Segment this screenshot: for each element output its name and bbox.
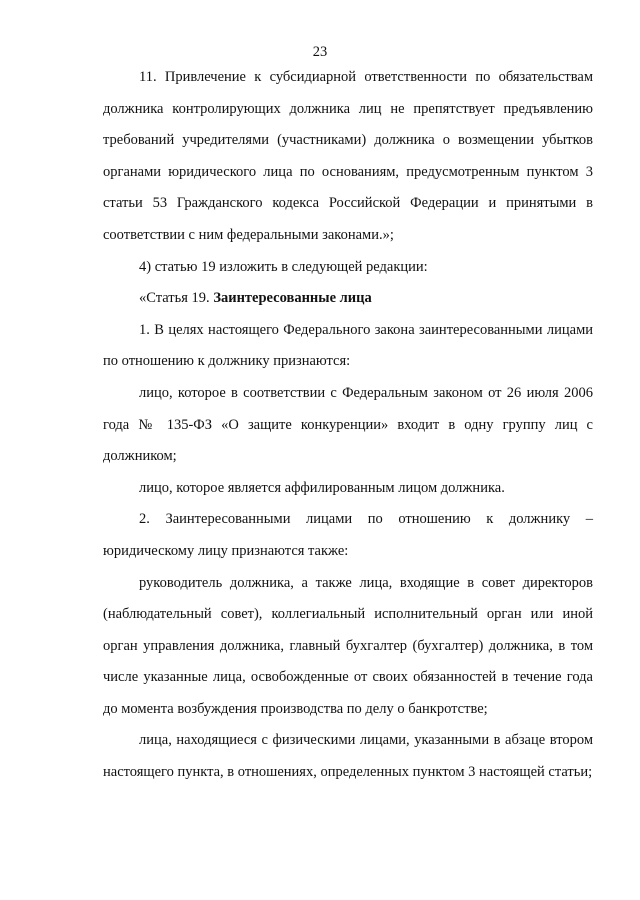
paragraph-amendment-item-4: 4) статью 19 изложить в следующей редакции: (139, 258, 428, 275)
page-number: 23 (312, 44, 328, 60)
article-heading-title: Заинтересованные лица (213, 290, 372, 307)
paragraph-related-individuals: лица, находящиеся с физическими лицами, указанными в абзаце втором настоящего пункта, в отношениях, определенных пунктом 3 настоящей статьи; (103, 732, 593, 781)
article-heading-prefix: «Статья 19. (139, 290, 210, 307)
paragraph-affiliated-person: лицо, которое является аффилированным лицом должника. (139, 479, 505, 496)
paragraph-group-of-persons: лицо, которое в соответствии с Федеральным законом от 26 июля 2006 года № 135-ФЗ «О защите конкуренции» входит в одну группу лиц с должником; (103, 384, 593, 465)
paragraph-point-1: 1. В целях настоящего Федерального закона заинтересованными лицами по отношению к должнику признаются: (103, 321, 593, 370)
paragraph-clause-11: 11. Привлечение к субсидиарной ответственности по обязательствам должника контролирующих должника лиц не препятствует предъявлению требований учредителями (участниками) должника о возмещении убытков органами юридического лица по основаниям, предусмотренным пунктом 3 статьи 53 Гражданского кодекса Российской Федерации и принятыми в соответствии с ним федеральными законами.»; (103, 69, 593, 243)
document-body (103, 62, 593, 789)
paragraph-management: руководитель должника, а также лица, входящие в совет директоров (наблюдательный совет), коллегиальный исполнительный орган или иной орган управления должника, главный бухгалтер (бухгалтер) должника, в том числе указанные лица, освобожденные от своих обязанностей в течение года до момента возбуждения производства по делу о банкротстве; (103, 574, 593, 717)
paragraph-point-2: 2. Заинтересованными лицами по отношению к должнику – юридическому лицу признаются также: (103, 511, 593, 559)
article-heading (103, 283, 593, 315)
